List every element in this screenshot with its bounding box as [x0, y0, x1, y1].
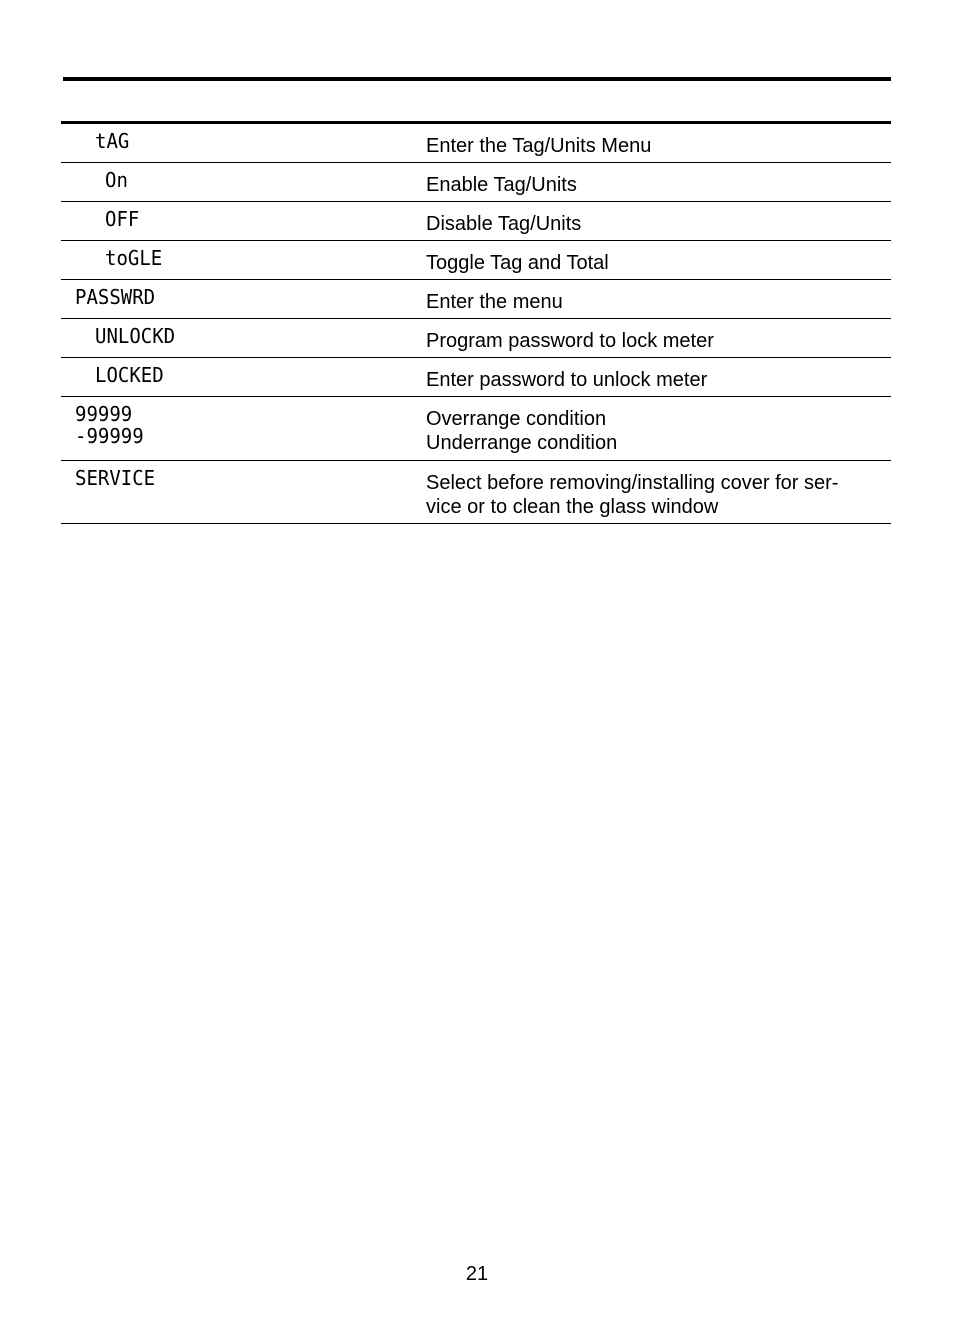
lcd-code: SERVICE [75, 466, 156, 490]
description: Overrange condition Underrange condition [426, 408, 618, 454]
description: Enter the menu [426, 291, 563, 313]
lcd-code: tAG [95, 129, 130, 153]
description: Enable Tag/Units [426, 174, 577, 196]
description: Select before removing/installing cover for ser- vice or to clean the glass window [426, 472, 839, 518]
lcd-code: On [105, 168, 128, 192]
description: Enter password to unlock meter [426, 369, 708, 391]
description: Program password to lock meter [426, 330, 714, 352]
lcd-code: 99999 -99999 [75, 402, 144, 448]
lcd-code: UNLOCKD [95, 324, 176, 348]
description: Enter the Tag/Units Menu [426, 135, 652, 157]
table-row [61, 202, 891, 241]
table-row [61, 241, 891, 280]
table-row [61, 163, 891, 202]
table-row [61, 461, 891, 524]
page-number: 21 [465, 1263, 489, 1285]
table-row [61, 319, 891, 358]
table-row [61, 280, 891, 319]
table-row [61, 358, 891, 397]
description: Toggle Tag and Total [426, 252, 609, 274]
lcd-code: LOCKED [95, 363, 164, 387]
lcd-code: toGLE [105, 246, 163, 270]
lcd-code: OFF [105, 207, 140, 231]
top-rule [63, 77, 891, 81]
menu-table [61, 124, 891, 524]
table-row [61, 124, 891, 163]
lcd-code: PASSWRD [75, 285, 156, 309]
table-row [61, 397, 891, 461]
description: Disable Tag/Units [426, 213, 582, 235]
